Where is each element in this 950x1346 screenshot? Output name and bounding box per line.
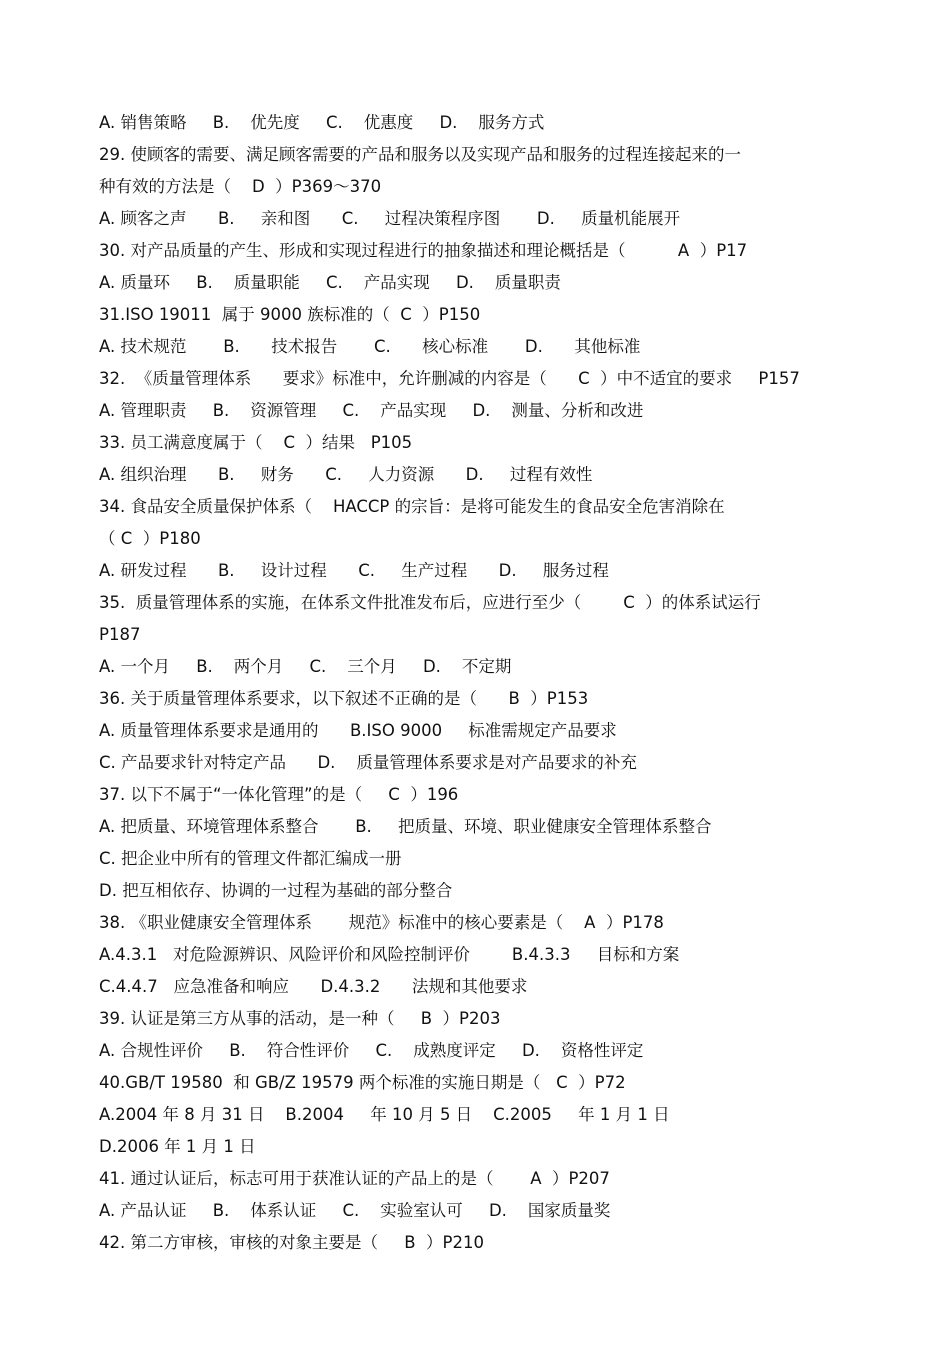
text-line: A. 销售策略 B. 优先度 C. 优惠度 D. 服务方式 (99, 113, 545, 132)
text-line: A.4.3.1 对危险源辨识、风险评价和风险控制评价 B.4.3.3 目标和方案 (99, 945, 680, 964)
text-line: A. 产品认证 B. 体系认证 C. 实验室认可 D. 国家质量奖 (99, 1201, 611, 1220)
text-line: 41. 通过认证后，标志可用于获准认证的产品上的是（ A ）P207 (99, 1169, 610, 1188)
text-line: 37. 以下不属于“一体化管理”的是（ C ）196 (99, 785, 459, 804)
text-line: C. 产品要求针对特定产品 D. 质量管理体系要求是对产品要求的补充 (99, 753, 637, 772)
text-line: 39. 认证是第三方从事的活动，是一种（ B ）P203 (99, 1009, 501, 1028)
text-line: A. 研发过程 B. 设计过程 C. 生产过程 D. 服务过程 (99, 561, 609, 580)
text-line: 种有效的方法是（ D ）P369～370 (99, 177, 382, 196)
text-line: C.4.4.7 应急准备和响应 D.4.3.2 法规和其他要求 (99, 977, 528, 996)
text-line: 35. 质量管理体系的实施，在体系文件批准发布后，应进行至少（ C ）的体系试运行 (99, 593, 761, 612)
text-line: A. 技术规范 B. 技术报告 C. 核心标准 D. 其他标准 (99, 337, 641, 356)
text-line: A. 质量环 B. 质量职能 C. 产品实现 D. 质量职责 (99, 273, 561, 292)
text-line: A. 组织治理 B. 财务 C. 人力资源 D. 过程有效性 (99, 465, 593, 484)
text-line: 36. 关于质量管理体系要求，以下叙述不正确的是（ B ）P153 (99, 689, 589, 708)
text-line: A. 一个月 B. 两个月 C. 三个月 D. 不定期 (99, 657, 512, 676)
text-line: C. 把企业中所有的管理文件都汇编成一册 (99, 849, 402, 868)
text-line: （ C ）P180 (99, 529, 201, 548)
text-line: 31.ISO 19011 属于 9000 族标准的（ C ）P150 (99, 305, 481, 324)
text-line: A. 把质量、环境管理体系整合 B. 把质量、环境、职业健康安全管理体系整合 (99, 817, 712, 836)
text-line: D. 把互相依存、协调的一过程为基础的部分整合 (99, 881, 453, 900)
text-line: A. 管理职责 B. 资源管理 C. 产品实现 D. 测量、分析和改进 (99, 401, 644, 420)
text-line: 38. 《职业健康安全管理体系 规范》标准中的核心要素是（ A ）P178 (99, 913, 664, 932)
text-line: P187 (99, 625, 141, 644)
text-line: 32. 《质量管理体系 要求》标准中，允许删减的内容是（ C ）中不适宜的要求 P157 (99, 369, 800, 388)
text-line: 30. 对产品质量的产生、形成和实现过程进行的抽象描述和理论概括是（ A ）P17 (99, 241, 748, 260)
text-line: 40.GB/T 19580 和 GB/Z 19579 两个标准的实施日期是（ C ）P72 (99, 1073, 626, 1092)
text-line: A. 质量管理体系要求是通用的 B.ISO 9000 标准需规定产品要求 (99, 721, 617, 740)
text-line: A.2004 年 8 月 31 日 B.2004 年 10 月 5 日 C.2005 年 1 月 1 日 (99, 1105, 670, 1124)
text-line: A. 顾客之声 B. 亲和图 C. 过程决策程序图 D. 质量机能展开 (99, 209, 681, 228)
text-line: 34. 食品安全质量保护体系（ HACCP 的宗旨：是将可能发生的食品安全危害消除在 (99, 497, 725, 516)
text-line: 29. 使顾客的需要、满足顾客需要的产品和服务以及实现产品和服务的过程连接起来的一 (99, 145, 741, 164)
text-line: 33. 员工满意度属于（ C ）结果 P105 (99, 433, 413, 452)
text-line: 42. 第二方审核，审核的对象主要是（ B ）P210 (99, 1233, 484, 1252)
text-line: D.2006 年 1 月 1 日 (99, 1137, 256, 1156)
text-line: A. 合规性评价 B. 符合性评价 C. 成熟度评定 D. 资格性评定 (99, 1041, 644, 1060)
